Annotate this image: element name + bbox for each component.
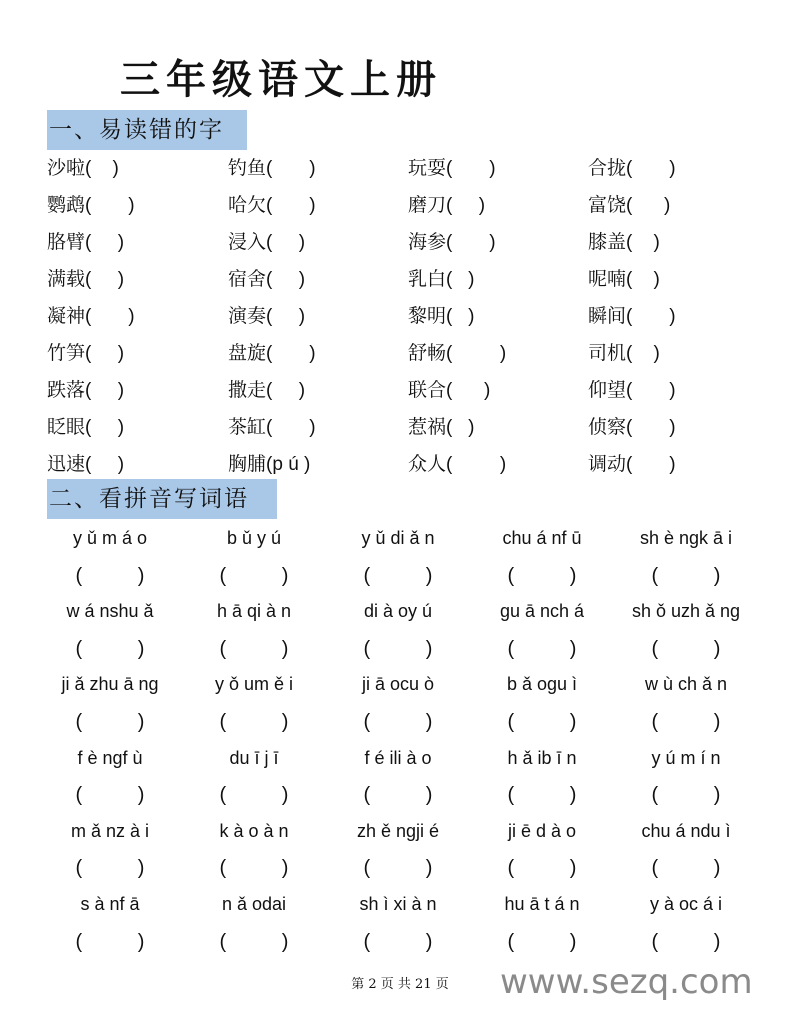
answer-blank[interactable]: ( ) bbox=[85, 195, 135, 216]
answer-blank[interactable]: ( ) bbox=[626, 232, 660, 253]
word-text: 盘旋 bbox=[228, 342, 267, 364]
word-text: 黎明 bbox=[408, 305, 447, 327]
answer-blank[interactable]: ( ) bbox=[219, 857, 289, 880]
pinyin-prompt: y ǔ di ǎ n bbox=[361, 528, 435, 548]
pinyin-prompt: h ā qi à n bbox=[216, 601, 292, 622]
answer-blank[interactable]: ( ) bbox=[75, 857, 145, 880]
pinyin-prompt: du ī j ī bbox=[229, 747, 279, 768]
answer-blank[interactable]: ( ) bbox=[85, 269, 125, 290]
word-text: 沙啦 bbox=[47, 157, 86, 179]
word-text: 合拢 bbox=[588, 157, 627, 179]
word-text: 浸入 bbox=[228, 231, 267, 253]
answer-blank[interactable]: ( ) bbox=[626, 158, 676, 179]
word-item bbox=[588, 150, 768, 187]
answer-blank[interactable]: ( ) bbox=[266, 417, 316, 438]
pinyin-prompt: n ǎ odai bbox=[221, 893, 287, 914]
word-text: 司机 bbox=[588, 342, 627, 364]
pinyin-prompt: f é ili à o bbox=[364, 747, 432, 768]
answer-blank[interactable]: ( ) bbox=[266, 232, 306, 253]
word-text: 仰望 bbox=[588, 379, 627, 401]
answer-blank[interactable]: ( ) bbox=[266, 343, 316, 364]
answer-blank[interactable]: ( ) bbox=[507, 564, 577, 587]
answer-blank[interactable]: ( ) bbox=[446, 417, 475, 438]
pinyin-prompt: m ǎ nz à i bbox=[70, 820, 150, 841]
pinyin-prompt: sh è ngk ā i bbox=[639, 528, 733, 548]
answer-blank[interactable]: ( ) bbox=[219, 930, 289, 953]
pinyin-prompt: k à o à n bbox=[219, 820, 289, 841]
word-item bbox=[228, 150, 408, 187]
pinyin-writing-grid bbox=[38, 520, 758, 959]
answer-blank[interactable]: ( ) bbox=[651, 930, 721, 953]
pinyin-prompt: gu ā nch á bbox=[499, 601, 585, 622]
pinyin-prompt: y ǔ m á o bbox=[72, 528, 148, 548]
answer-blank[interactable]: ( ) bbox=[219, 564, 289, 587]
pinyin-prompt: sh ǒ uzh ǎ ng bbox=[631, 601, 741, 622]
word-item bbox=[228, 224, 408, 261]
word-text: 呢喃 bbox=[588, 268, 627, 290]
word-item bbox=[408, 335, 588, 372]
word-item bbox=[588, 261, 768, 298]
answer-blank[interactable]: ( ) bbox=[75, 930, 145, 953]
easy-misread-words-grid bbox=[47, 150, 767, 483]
word-item bbox=[408, 187, 588, 224]
pinyin-prompt: w á nshu ǎ bbox=[66, 601, 154, 622]
answer-blank[interactable]: ( ) bbox=[266, 306, 306, 327]
word-item bbox=[47, 335, 228, 372]
answer-blank[interactable]: ( ) bbox=[446, 380, 491, 401]
answer-blank[interactable]: (p ú ) bbox=[266, 454, 311, 475]
word-item bbox=[228, 298, 408, 335]
answer-blank[interactable]: ( ) bbox=[651, 857, 721, 880]
answer-blank[interactable]: ( ) bbox=[363, 784, 433, 807]
answer-blank[interactable]: ( ) bbox=[266, 380, 306, 401]
word-text: 跌落 bbox=[47, 379, 86, 401]
word-item bbox=[228, 446, 408, 483]
section2-heading: 二、看拼音写词语 bbox=[47, 479, 277, 519]
answer-blank[interactable]: ( ) bbox=[363, 930, 433, 953]
word-item bbox=[408, 372, 588, 409]
pinyin-prompt: chu á nf ū bbox=[502, 528, 582, 548]
word-item bbox=[47, 409, 228, 446]
page-title: 三年级语文上册 bbox=[120, 56, 442, 103]
answer-blank[interactable]: ( ) bbox=[266, 269, 306, 290]
answer-blank[interactable]: ( ) bbox=[626, 269, 660, 290]
word-item bbox=[408, 150, 588, 187]
word-item bbox=[228, 372, 408, 409]
answer-blank[interactable]: ( ) bbox=[85, 232, 125, 253]
word-text: 联合 bbox=[408, 379, 447, 401]
answer-blank[interactable]: ( ) bbox=[85, 306, 135, 327]
answer-blank[interactable]: ( ) bbox=[446, 269, 475, 290]
answer-blank[interactable]: ( ) bbox=[446, 195, 486, 216]
pinyin-prompt: sh ì xi à n bbox=[359, 893, 437, 914]
answer-blank[interactable]: ( ) bbox=[446, 232, 496, 253]
word-text: 茶缸 bbox=[228, 416, 267, 438]
word-item bbox=[47, 372, 228, 409]
word-item bbox=[408, 298, 588, 335]
pinyin-prompt: y ǒ um ě i bbox=[214, 674, 294, 695]
answer-blank[interactable]: ( ) bbox=[75, 637, 145, 660]
answer-blank[interactable]: ( ) bbox=[75, 784, 145, 807]
word-item bbox=[47, 187, 228, 224]
word-text: 竹笋 bbox=[47, 342, 86, 364]
word-item bbox=[588, 187, 768, 224]
answer-blank[interactable]: ( ) bbox=[626, 417, 676, 438]
answer-blank[interactable]: ( ) bbox=[363, 564, 433, 587]
answer-blank[interactable]: ( ) bbox=[651, 710, 721, 733]
answer-blank[interactable]: ( ) bbox=[75, 710, 145, 733]
answer-blank[interactable]: ( ) bbox=[507, 930, 577, 953]
pinyin-prompt: b ǔ y ú bbox=[226, 528, 282, 548]
answer-blank[interactable]: ( ) bbox=[363, 637, 433, 660]
pinyin-prompt: ji ē d à o bbox=[507, 820, 577, 841]
watermark: www.sezq.com bbox=[500, 962, 753, 1002]
pinyin-prompt: zh ě ngji é bbox=[356, 820, 440, 841]
answer-blank[interactable]: ( ) bbox=[85, 380, 125, 401]
word-item bbox=[228, 409, 408, 446]
word-item bbox=[588, 446, 768, 483]
word-item bbox=[588, 298, 768, 335]
answer-blank[interactable]: ( ) bbox=[626, 454, 676, 475]
answer-blank[interactable]: ( ) bbox=[446, 158, 496, 179]
answer-blank[interactable]: ( ) bbox=[626, 306, 676, 327]
answer-blank[interactable]: ( ) bbox=[626, 195, 671, 216]
word-item bbox=[47, 261, 228, 298]
word-text: 宿舍 bbox=[228, 268, 267, 290]
word-text: 迅速 bbox=[47, 453, 86, 475]
word-item bbox=[228, 187, 408, 224]
pinyin-prompt: b ǎ ogu ì bbox=[506, 674, 578, 695]
answer-blank[interactable]: ( ) bbox=[219, 784, 289, 807]
word-item bbox=[47, 150, 228, 187]
word-item bbox=[408, 261, 588, 298]
answer-blank[interactable]: ( ) bbox=[363, 857, 433, 880]
word-text: 惹祸 bbox=[408, 416, 447, 438]
word-text: 乳白 bbox=[408, 268, 447, 290]
word-text: 调动 bbox=[588, 453, 627, 475]
word-text: 钓鱼 bbox=[228, 157, 267, 179]
word-item bbox=[588, 224, 768, 261]
answer-blank[interactable]: ( ) bbox=[219, 710, 289, 733]
section1-heading: 一、易读错的字 bbox=[47, 110, 247, 150]
word-text: 海参 bbox=[408, 231, 447, 253]
answer-blank[interactable]: ( ) bbox=[85, 454, 125, 475]
pinyin-prompt: w ù ch ǎ n bbox=[644, 674, 728, 695]
word-item bbox=[408, 224, 588, 261]
word-text: 满载 bbox=[47, 268, 86, 290]
answer-blank[interactable]: ( ) bbox=[507, 784, 577, 807]
word-item bbox=[408, 446, 588, 483]
answer-blank[interactable]: ( ) bbox=[266, 195, 316, 216]
answer-blank[interactable]: ( ) bbox=[446, 306, 475, 327]
pinyin-prompt: y à oc á i bbox=[649, 893, 723, 914]
word-text: 撒走 bbox=[228, 379, 267, 401]
word-text: 侦察 bbox=[588, 416, 627, 438]
word-text: 玩耍 bbox=[408, 157, 447, 179]
answer-blank[interactable]: ( ) bbox=[651, 784, 721, 807]
answer-blank[interactable]: ( ) bbox=[363, 710, 433, 733]
answer-blank[interactable]: ( ) bbox=[75, 564, 145, 587]
pinyin-prompt: y ú m í n bbox=[651, 747, 721, 768]
pinyin-prompt: chu á ndu ì bbox=[641, 820, 731, 841]
word-item bbox=[47, 298, 228, 335]
word-text: 磨刀 bbox=[408, 194, 447, 216]
word-text: 眨眼 bbox=[47, 416, 86, 438]
answer-blank[interactable]: ( ) bbox=[446, 343, 507, 364]
pinyin-prompt: ji ā ocu ò bbox=[361, 674, 435, 695]
word-item bbox=[228, 261, 408, 298]
word-item bbox=[228, 335, 408, 372]
answer-blank[interactable]: ( ) bbox=[507, 857, 577, 880]
word-text: 舒畅 bbox=[408, 342, 447, 364]
word-text: 鹦鹉 bbox=[47, 194, 86, 216]
pinyin-prompt: f è ngf ù bbox=[77, 747, 143, 768]
word-item bbox=[588, 335, 768, 372]
answer-blank[interactable]: ( ) bbox=[651, 637, 721, 660]
answer-blank[interactable]: ( ) bbox=[651, 564, 721, 587]
word-item bbox=[588, 409, 768, 446]
answer-blank[interactable]: ( ) bbox=[85, 343, 125, 364]
word-item bbox=[47, 446, 228, 483]
word-text: 瞬间 bbox=[588, 305, 627, 327]
word-text: 膝盖 bbox=[588, 231, 627, 253]
word-text: 富饶 bbox=[588, 194, 627, 216]
word-text: 演奏 bbox=[228, 305, 267, 327]
word-item bbox=[47, 224, 228, 261]
pinyin-prompt: h ǎ ib ī n bbox=[507, 747, 577, 768]
answer-blank[interactable]: ( ) bbox=[219, 637, 289, 660]
word-text: 胳臂 bbox=[47, 231, 86, 253]
pinyin-prompt: hu ā t á n bbox=[504, 893, 580, 914]
answer-blank[interactable]: ( ) bbox=[266, 158, 316, 179]
answer-blank[interactable]: ( ) bbox=[85, 158, 119, 179]
answer-blank[interactable]: ( ) bbox=[507, 637, 577, 660]
answer-blank[interactable]: ( ) bbox=[507, 710, 577, 733]
pinyin-prompt: s à nf ā bbox=[80, 893, 140, 914]
word-text: 凝神 bbox=[47, 305, 86, 327]
pinyin-prompt: di à oy ú bbox=[363, 601, 433, 622]
word-item bbox=[588, 372, 768, 409]
word-item bbox=[408, 409, 588, 446]
answer-blank[interactable]: ( ) bbox=[85, 417, 125, 438]
page-number: 第 2 页 共 21 页 bbox=[351, 977, 449, 992]
word-text: 胸脯 bbox=[228, 453, 267, 475]
answer-blank[interactable]: ( ) bbox=[626, 343, 660, 364]
pinyin-prompt: ji ǎ zhu ā ng bbox=[61, 674, 159, 695]
answer-blank[interactable]: ( ) bbox=[626, 380, 676, 401]
word-text: 哈欠 bbox=[228, 194, 267, 216]
answer-blank[interactable]: ( ) bbox=[446, 454, 507, 475]
word-text: 众人 bbox=[408, 453, 447, 475]
